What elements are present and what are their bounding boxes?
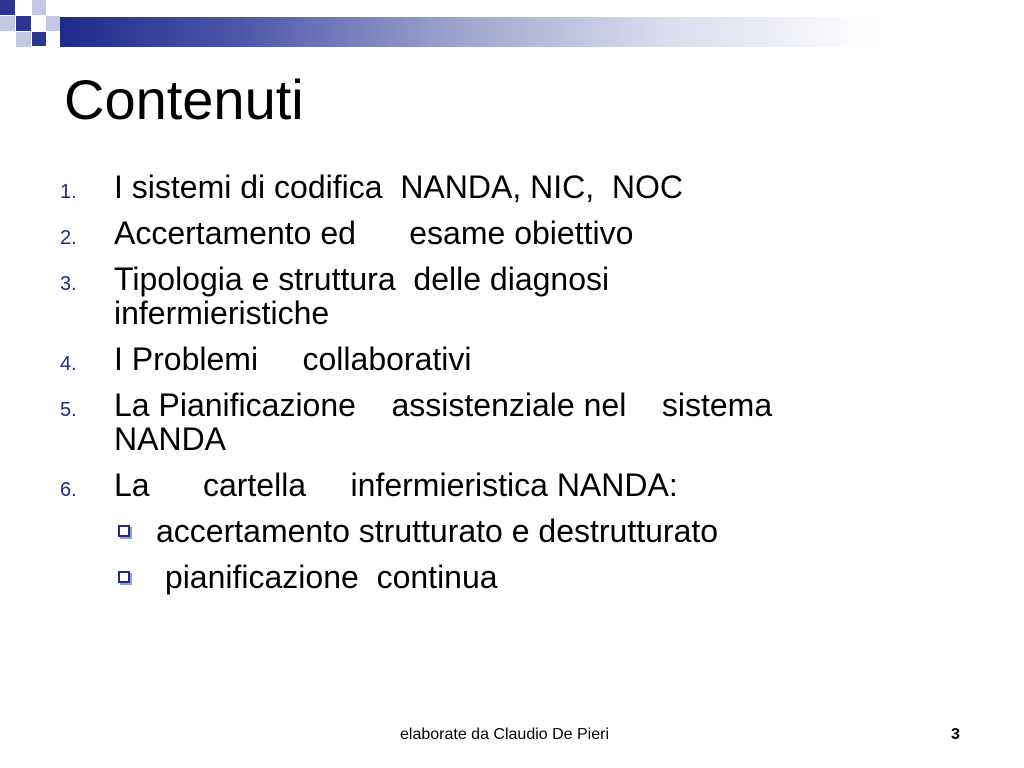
decor-square [0,16,15,31]
list-item-text: Tipologia e struttura delle diagnosi infermieristiche [114,261,610,331]
slide-title: Contenuti [64,68,304,131]
list-number: 1. [60,181,77,203]
list-number: 5. [60,399,77,421]
list-item-text: I Problemi collaborativi [114,341,472,377]
list-item-text: Accertamento ed esame obiettivo [114,215,634,251]
list-number: 2. [60,227,77,249]
sub-list-item-text: pianificazione continua [156,559,498,595]
list-item [60,468,960,502]
list-item-text: I sistemi di codifica NANDA, NIC, NOC [114,169,683,205]
content-list [60,170,960,606]
page-number: 3 [951,726,960,743]
list-number: 4. [60,353,77,375]
decor-square [46,16,60,31]
decor-square [32,16,46,31]
decor-square [32,32,46,46]
sub-list-item [60,560,960,594]
slide-footer [0,726,1024,746]
list-number: 6. [60,479,77,501]
header-gradient-bar [60,17,1024,47]
decor-square [46,32,60,46]
decor-square [0,0,15,15]
decor-square [32,0,46,15]
decor-square [16,16,31,31]
footer-author: elaborate da Claudio De Pieri [400,726,610,743]
decor-square [16,0,31,15]
sub-list-item [60,514,960,548]
hollow-square-bullet-icon [118,525,130,537]
list-number: 3. [60,273,77,295]
list-item [60,216,960,250]
hollow-square-bullet-icon [118,571,130,583]
list-item [60,342,960,376]
list-item [60,262,960,330]
list-item-text: La Pianificazione assistenziale nel sistema NANDA [114,387,773,457]
list-item-text: La cartella infermieristica NANDA: [114,467,678,503]
sub-list-item-text: accertamento strutturato e destrutturato [156,513,719,549]
list-item [60,388,960,456]
decor-square [16,32,31,47]
list-item [60,170,960,204]
